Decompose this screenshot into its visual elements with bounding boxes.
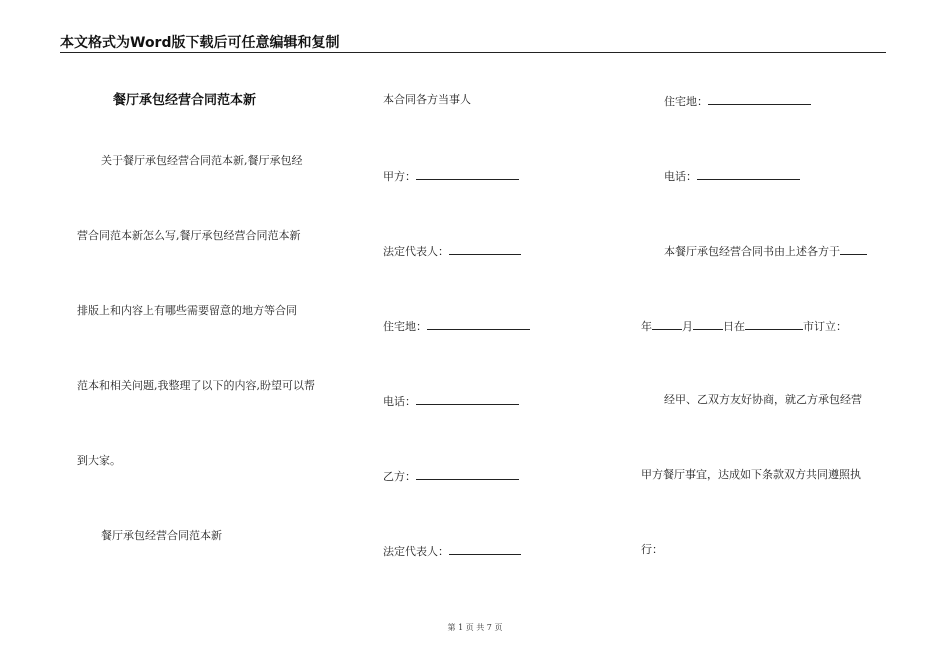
intro-paragraph-line-5: 到大家。 xyxy=(77,454,121,467)
address-b-blank[interactable] xyxy=(708,93,811,105)
phone-b-label: 电话： xyxy=(664,170,697,183)
address-b-label: 住宅地： xyxy=(664,95,708,108)
address-a-line xyxy=(383,318,530,334)
signing-line-1 xyxy=(664,243,867,259)
party-b-label: 乙方： xyxy=(383,470,416,483)
legal-rep-b-line xyxy=(383,543,521,559)
address-b-line xyxy=(664,93,811,109)
party-b-blank[interactable] xyxy=(416,468,519,480)
city-blank[interactable] xyxy=(745,318,803,330)
address-a-blank[interactable] xyxy=(427,318,530,330)
body-line-1: 经甲、乙双方友好协商，就乙方承包经营 xyxy=(664,393,862,406)
legal-rep-a-line xyxy=(383,243,521,259)
address-a-label: 住宅地： xyxy=(383,320,427,333)
year-blank[interactable] xyxy=(652,318,682,330)
body-line-2: 甲方餐厅事宜，达成如下条款双方共同遵照执 xyxy=(641,468,861,481)
city-signed-label: 市订立： xyxy=(803,320,847,333)
party-a-label: 甲方： xyxy=(383,170,416,183)
phone-a-label: 电话： xyxy=(383,395,416,408)
parties-intro: 本合同各方当事人 xyxy=(383,93,471,106)
day-at-label: 日在 xyxy=(723,320,745,333)
party-b-line xyxy=(383,468,519,484)
phone-a-blank[interactable] xyxy=(416,393,519,405)
signing-date-line xyxy=(641,318,847,334)
body-line-3: 行： xyxy=(641,543,663,556)
phone-b-line xyxy=(664,168,800,184)
party-a-blank[interactable] xyxy=(416,168,519,180)
page-footer: 第 1 页 共 7 页 xyxy=(447,623,503,632)
intro-paragraph-line-2: 营合同范本新怎么写,餐厅承包经营合同范本新 xyxy=(77,229,301,242)
month-label: 月 xyxy=(682,320,693,333)
legal-rep-a-label: 法定代表人： xyxy=(383,245,449,258)
document-title: 餐厅承包经营合同范本新 xyxy=(113,93,257,108)
signing-party-blank[interactable] xyxy=(840,243,867,255)
signing-text: 本餐厅承包经营合同书由上述各方于 xyxy=(664,245,840,258)
legal-rep-b-label: 法定代表人： xyxy=(383,545,449,558)
party-a-line xyxy=(383,168,519,184)
intro-paragraph-line-4: 范本和相关问题,我整理了以下的内容,盼望可以帮 xyxy=(77,379,315,392)
page-header: 本文格式为Word版下载后可任意编辑和复制 xyxy=(60,34,886,53)
intro-paragraph-line-3: 排版上和内容上有哪些需要留意的地方等合同 xyxy=(77,304,297,317)
phone-a-line xyxy=(383,393,519,409)
year-label: 年 xyxy=(641,320,652,333)
month-blank[interactable] xyxy=(693,318,723,330)
intro-paragraph-line-1: 关于餐厅承包经营合同范本新,餐厅承包经 xyxy=(101,154,303,167)
legal-rep-a-blank[interactable] xyxy=(449,243,521,255)
legal-rep-b-blank[interactable] xyxy=(449,543,521,555)
section-subtitle: 餐厅承包经营合同范本新 xyxy=(101,529,222,542)
phone-b-blank[interactable] xyxy=(697,168,800,180)
